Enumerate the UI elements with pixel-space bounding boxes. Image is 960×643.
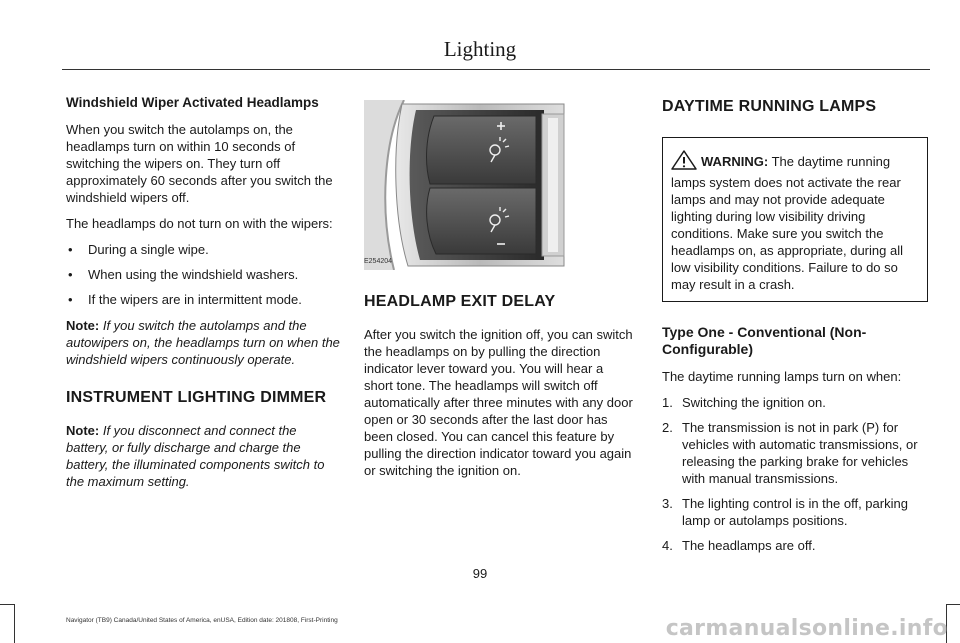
list-item: • During a single wipe.: [66, 241, 340, 258]
column-left: [66, 94, 340, 499]
steering-wheel-buttons-illustration: [364, 100, 594, 270]
note-autowipers: [66, 317, 340, 368]
note-text: If you switch the autolamps and the autowipers on, the headlamps turn on when the windshield wipers continuously operate.: [66, 318, 340, 367]
drl-heading: DAYTIME RUNNING LAMPS: [662, 98, 877, 115]
note-label: Note:: [66, 318, 100, 333]
figure-id: E254204: [364, 258, 393, 265]
wiper-paragraph-1: When you switch the autolamps on, the headlamps turn on within 10 seconds of switching the wipers on. They turn off approximately 60 seconds after you switch the windshield wipers off.: [66, 122, 333, 205]
type-one-heading: Type One - Conventional (Non-Configurable): [662, 324, 867, 357]
list-item: • If the wipers are in intermittent mode.: [66, 291, 340, 308]
crop-mark: [946, 604, 960, 605]
warning-text: The daytime running lamps system does not activate the rear lamps and may not provide adequate lighting during low visibility driving conditions. Make sure you switch the headlamps on, as appropriate, during all low visibility conditions. Failure to do so may result in a crash.: [671, 154, 903, 292]
warning-paragraph: [671, 150, 919, 293]
list-item: • When using the windshield washers.: [66, 266, 340, 283]
list-item: 3. The lighting control is in the off, parking lamp or autolamps positions.: [662, 496, 908, 528]
page-header-title: Lighting: [443, 37, 517, 61]
exit-delay-heading: HEADLAMP EXIT DELAY: [364, 293, 556, 310]
drl-conditions-list: [662, 394, 928, 554]
column-middle: [364, 100, 634, 488]
crop-mark: [14, 604, 15, 643]
wiper-bullet-list: [66, 241, 340, 308]
crop-mark: [0, 604, 14, 605]
warning-box: [662, 137, 928, 302]
note-text: If you disconnect and connect the battery, or fully discharge and charge the battery, the illuminated components switch to the maximum setting.: [66, 423, 325, 489]
list-item: 2. The transmission is not in park (P) for vehicles with automatic transmissions, or releasing the parking brake for vehicles with manual transmissions.: [662, 420, 918, 486]
note-battery: [66, 422, 340, 490]
note-label: Note:: [66, 423, 100, 438]
watermark: carmanualsonline.info: [665, 616, 948, 641]
wiper-headlamps-heading: Windshield Wiper Activated Headlamps: [66, 95, 319, 110]
list-item: 1. Switching the ignition on.: [662, 395, 826, 410]
warning-triangle-icon: [671, 150, 697, 174]
wiper-paragraph-2: The headlamps do not turn on with the wipers:: [66, 216, 333, 231]
list-item: 4. The headlamps are off.: [662, 538, 816, 553]
document-info: Navigator (TB9) Canada/United States of America, enUSA, Edition date: 201808, First-Printing: [66, 617, 338, 624]
steering-wheel-brightness-controls-figure: [364, 100, 594, 270]
column-right: [662, 94, 928, 562]
warning-label: WARNING:: [701, 154, 769, 169]
page-number: 99: [472, 566, 488, 581]
exit-delay-paragraph: After you switch the ignition off, you can switch the headlamps on by pulling the direction indicator lever toward you. You will hear a short tone. The headlamps will switch off automatically after three minutes with any door open or 30 seconds after the last door has been closed. You can cancel this feature by pulling the direction indicator toward you again or switching the ignition on.: [364, 327, 633, 478]
type-one-intro: The daytime running lamps turn on when:: [662, 369, 902, 384]
header-rule: [62, 69, 930, 70]
dimmer-heading: INSTRUMENT LIGHTING DIMMER: [66, 389, 327, 406]
